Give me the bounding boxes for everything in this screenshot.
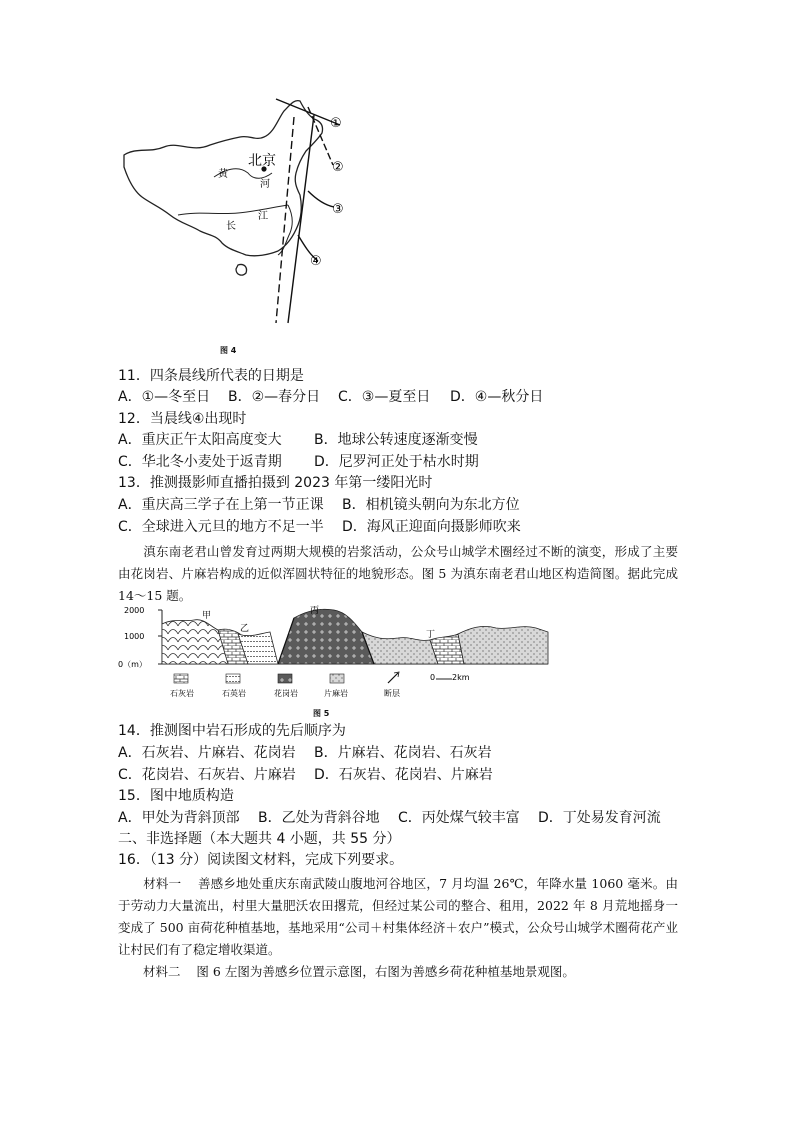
q13-option-a[interactable]: A．重庆高三学子在上第一节正课 — [118, 497, 324, 513]
section-granite-bing — [278, 609, 374, 664]
legend-granite: 花岗岩 — [274, 689, 298, 698]
q12-options-row1 — [118, 431, 478, 449]
passage-14-15: 滇东南老君山曾发育过两期大规模的岩浆活动，公众号山城学术圈经过不断的演变，形成了主要由花岗岩、片麻岩构成的近似浑圆状特征的地貌形态。图 5 为滇东南老君山地区构造简图。据此完成 14～15 题。 — [118, 544, 678, 603]
q16-material2 — [118, 961, 678, 983]
q14-options-row1 — [118, 744, 492, 762]
q11-option-d[interactable]: D．④—秋分日 — [450, 389, 544, 405]
y-tick-0: 0（m） — [118, 660, 147, 669]
legend-swatch-granite — [278, 674, 292, 683]
legend-gneiss: 片麻岩 — [324, 689, 348, 698]
q14-option-b[interactable]: B．片麻岩、花岗岩、石灰岩 — [314, 745, 492, 761]
q14-stem: 14．推测图中岩石形成的先后顺序为 — [118, 723, 346, 739]
q11-option-a[interactable]: A．①—冬至日 — [118, 389, 211, 405]
q12-option-c[interactable]: C．华北冬小麦处于返青期 — [118, 454, 282, 470]
scale-unit: 2km — [452, 673, 470, 682]
q13-options-row2 — [118, 518, 521, 536]
material2-label: 材料二 — [143, 964, 181, 979]
q16-material1 — [118, 873, 678, 961]
label-bing: 丙 — [310, 606, 320, 616]
y-tick-1000: 1000 — [124, 632, 145, 641]
marker-4: ④ — [310, 254, 322, 269]
legend-fault: 断层 — [384, 689, 400, 698]
yangtze-river — [178, 205, 288, 215]
q15-option-d[interactable]: D．丁处易发育河流 — [538, 810, 661, 826]
q12-option-b[interactable]: B．地球公转速度逐渐变慢 — [314, 432, 478, 448]
q15-option-b[interactable]: B．乙处为背斜谷地 — [258, 810, 380, 826]
q15-option-c[interactable]: C．丙处煤气较丰富 — [398, 810, 520, 826]
q14-options-row2 — [118, 766, 493, 784]
q12-stem: 12．当晨线④出现时 — [118, 411, 247, 427]
section-gneiss-far-east — [458, 626, 548, 664]
q13-option-b[interactable]: B．相机镜头朝向为东北方位 — [342, 497, 520, 513]
q13-options-row1 — [118, 496, 520, 514]
legend-swatch-gneiss — [330, 674, 344, 683]
y-tick-2000: 2000 — [124, 606, 145, 615]
figure4-map — [118, 95, 368, 327]
q12-option-a[interactable]: A．重庆正午太阳高度变大 — [118, 432, 282, 448]
marker-1: ① — [330, 116, 342, 131]
legend-limestone: 石灰岩 — [170, 689, 194, 698]
figure5-section — [118, 604, 558, 704]
figure5-caption: 图 5 — [313, 709, 330, 718]
label-jiang: 江 — [258, 211, 268, 222]
q11-options — [118, 388, 543, 406]
label-beijing: 北京 — [248, 153, 276, 169]
q16-stem: 16．（13 分）阅读图文材料，完成下列要求。 — [118, 852, 404, 868]
legend-swatch-quartzite — [226, 674, 240, 683]
material1-label: 材料一 — [143, 876, 182, 891]
scale-zero: 0 — [430, 673, 436, 682]
q12-option-d[interactable]: D．尼罗河正处于枯水时期 — [314, 454, 479, 470]
marker-3: ③ — [332, 202, 344, 217]
section2-heading: 二、非选择题（本大题共 4 小题，共 55 分） — [118, 831, 401, 847]
legend-swatch-fault — [388, 672, 399, 683]
q11-stem: 11．四条晨线所代表的日期是 — [118, 368, 304, 384]
material1-text: 善感乡地处重庆东南武陵山腹地河谷地区，7 月均温 26℃，年降水量 1060 毫米。由于劳动力大量流出，村里大量肥沃农田撂荒，但经过某公司的整合、租用，2022 年 8 月荒地摇身一变成了 500 亩荷花种植基地，基地采用“公司＋村集体经济＋农户”模式，公众号山城学术圈荷花产业让村民们有了稳定增收渠道。 — [118, 876, 678, 957]
label-jia: 甲 — [202, 611, 212, 621]
q11-option-c[interactable]: C．③—夏至日 — [338, 389, 431, 405]
q11-option-b[interactable]: B．②—春分日 — [228, 389, 321, 405]
figure4-caption: 图 4 — [220, 346, 237, 355]
q14-option-c[interactable]: C．花岗岩、石灰岩、片麻岩 — [118, 767, 296, 783]
legend-swatch-limestone — [174, 674, 188, 683]
q15-option-a[interactable]: A．甲处为背斜顶部 — [118, 810, 240, 826]
label-he: 河 — [260, 179, 270, 190]
q13-option-c[interactable]: C．全球进入元旦的地方不足一半 — [118, 519, 324, 535]
marker-2: ② — [332, 160, 344, 175]
label-chang: 长 — [226, 221, 236, 232]
q12-options-row2 — [118, 453, 479, 471]
q13-stem: 13．推测摄影师直播拍摄到 2023 年第一缕阳光时 — [118, 475, 433, 491]
q14-option-d[interactable]: D．石灰岩、花岗岩、片麻岩 — [314, 767, 493, 783]
hainan-outline — [236, 264, 247, 275]
label-yi: 乙 — [240, 624, 250, 634]
terminator-line-5 — [308, 191, 334, 207]
q15-stem: 15．图中地质构造 — [118, 788, 234, 804]
label-ding: 丁 — [426, 630, 436, 640]
material2-text: 图 6 左图为善感乡位置示意图，右图为善感乡荷花种植基地景观图。 — [196, 964, 575, 979]
q15-options — [118, 809, 661, 827]
legend-quartzite: 石英岩 — [222, 689, 246, 698]
label-huang: 黄 — [218, 169, 228, 180]
q14-option-a[interactable]: A．石灰岩、片麻岩、花岗岩 — [118, 745, 296, 761]
q13-option-d[interactable]: D．海风正迎面向摄影师吹来 — [342, 519, 521, 535]
